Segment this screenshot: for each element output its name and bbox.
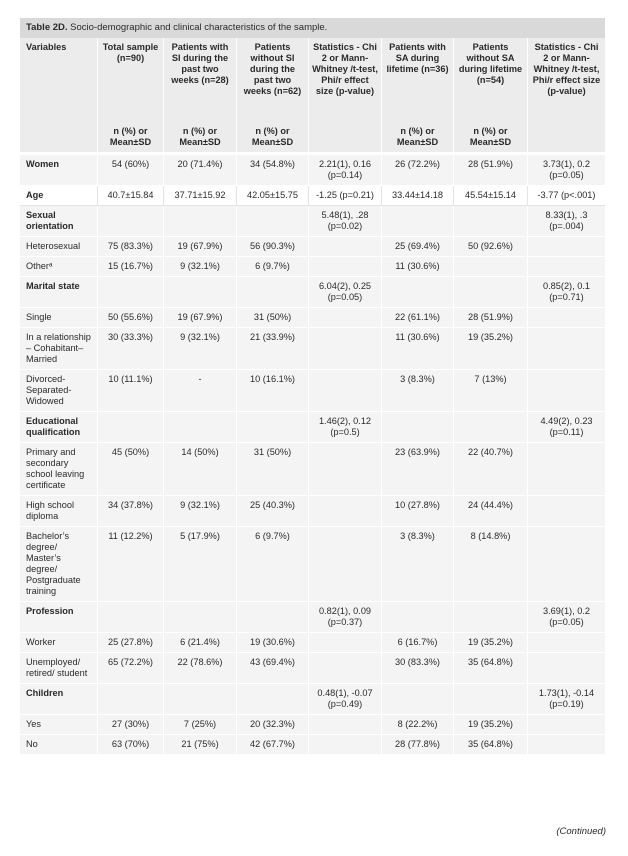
column-header-title: Total sample (n=90) [102,42,159,63]
table-cell [528,370,605,412]
table-cell [164,602,237,633]
table-cell: 14 (50%) [164,443,237,496]
table-row [20,370,605,412]
characteristics-table [20,38,605,755]
table-row [20,653,605,684]
table-cell: 22 (78.6%) [164,653,237,684]
column-header-title: Patients with SA during lifetime (n=36) [386,42,449,74]
column-header-subtitle: n (%) or Mean±SD [469,126,512,147]
table-cell: 1.73(1), -0.14 (p=0.19) [528,684,605,715]
table-cell [528,653,605,684]
table-row [20,308,605,328]
table-cell: 42.05±15.75 [237,186,309,206]
table-cell: 0.85(2), 0.1 (p=0.71) [528,277,605,308]
table-cell [164,206,237,237]
column-header-subtitle: n (%) or Mean±SD [179,126,221,147]
table-cell [237,206,309,237]
table-cell: 8.33(1), .3 (p=.004) [528,206,605,237]
table-cell [237,684,309,715]
row-label: Bachelor’s degree/ Master’s degree/ Postgraduate training [20,527,98,602]
table-cell: 34 (54.8%) [237,155,309,186]
table-cell: 56 (90.3%) [237,237,309,257]
table-cell: 8 (14.8%) [454,527,528,602]
table-cell [528,328,605,370]
table-cell: 5 (17.9%) [164,527,237,602]
table-cell: 11 (30.6%) [382,328,454,370]
table-cell [98,412,164,443]
column-header-subtitle: n (%) or Mean±SD [396,126,439,147]
table-caption-label: Table 2D. [26,22,68,33]
table-cell [528,527,605,602]
table-cell [309,527,382,602]
table-cell: 9 (32.1%) [164,257,237,277]
table-cell: 7 (25%) [164,715,237,735]
row-label: Primary and secondary school leaving certificate [20,443,98,496]
table-cell [309,496,382,527]
table-cell: 6 (16.7%) [382,633,454,653]
table-cell: 28 (77.8%) [382,735,454,755]
table-cell: 19 (35.2%) [454,715,528,735]
table-row [20,257,605,277]
table-cell [309,237,382,257]
table-cell: 31 (50%) [237,308,309,328]
table-cell: 33.44±14.18 [382,186,454,206]
table-cell: 19 (30.6%) [237,633,309,653]
table-cell: 9 (32.1%) [164,328,237,370]
table-row [20,602,605,633]
table-row [20,633,605,653]
table-cell: 8 (22.2%) [382,715,454,735]
column-header-title: Patients without SA during lifetime (n=54) [458,42,523,85]
table-row [20,277,605,308]
row-label: Children [20,684,98,715]
column-header [237,38,309,155]
table-cell: 24 (44.4%) [454,496,528,527]
table-cell: 37.71±15.92 [164,186,237,206]
table-cell: 9 (32.1%) [164,496,237,527]
table-cell: 28 (51.9%) [454,155,528,186]
row-label: Sexual orientation [20,206,98,237]
table-cell: 11 (30.6%) [382,257,454,277]
table-cell [309,308,382,328]
column-header-subtitle: n (%) or Mean±SD [109,126,152,147]
column-header-title: Statistics - Chi 2 or Mann-Whitney /t-test, Phi/r effect size (p-value) [312,42,378,96]
table-cell [454,412,528,443]
table-cell: 27 (30%) [98,715,164,735]
table-cell: 10 (27.8%) [382,496,454,527]
table-cell: 10 (11.1%) [98,370,164,412]
table-cell: 6.04(2), 0.25 (p=0.05) [309,277,382,308]
continued-note: (Continued) [556,826,606,837]
table-cell: 7 (13%) [454,370,528,412]
row-label: Otherᵃ [20,257,98,277]
table-cell: 75 (83.3%) [98,237,164,257]
table-cell: 25 (40.3%) [237,496,309,527]
table-cell [309,715,382,735]
table-cell [382,602,454,633]
table-cell: 2.21(1), 0.16 (p=0.14) [309,155,382,186]
table-cell: 22 (40.7%) [454,443,528,496]
table-row [20,684,605,715]
table-cell [98,277,164,308]
table-cell [309,735,382,755]
table-cell: 21 (75%) [164,735,237,755]
table-cell: 20 (71.4%) [164,155,237,186]
row-label: Yes [20,715,98,735]
table-cell: 19 (67.9%) [164,237,237,257]
table-cell [382,412,454,443]
header-row [20,38,605,155]
row-label: Single [20,308,98,328]
table-cell [164,684,237,715]
column-header [309,38,382,155]
table-header [20,38,605,155]
table-cell: 43 (69.4%) [237,653,309,684]
table-row [20,186,605,206]
table-cell [382,684,454,715]
table-cell: 35 (64.8%) [454,653,528,684]
table-cell: 25 (69.4%) [382,237,454,257]
table-cell: 30 (33.3%) [98,328,164,370]
column-header-title: Variables [26,42,67,52]
table-cell: 45.54±15.14 [454,186,528,206]
table-row [20,735,605,755]
table-cell [454,257,528,277]
table-cell: 4.49(2), 0.23 (p=0.11) [528,412,605,443]
table-cell: 26 (72.2%) [382,155,454,186]
column-header [98,38,164,155]
table-row [20,496,605,527]
column-header-subtitle: n (%) or Mean±SD [251,126,294,147]
table-cell: 3 (8.3%) [382,370,454,412]
row-label: High school diploma [20,496,98,527]
table-cell [528,496,605,527]
table-cell [382,206,454,237]
table-cell [528,237,605,257]
table-cell: 35 (64.8%) [454,735,528,755]
row-label: Divorced- Separated- Widowed [20,370,98,412]
table-row [20,527,605,602]
row-label: No [20,735,98,755]
table-cell: 3 (8.3%) [382,527,454,602]
table-cell [528,633,605,653]
table-cell: 0.48(1), -0.07 (p=0.49) [309,684,382,715]
table-cell [237,412,309,443]
row-label: Heterosexual [20,237,98,257]
table-cell: 1.46(2), 0.12 (p=0.5) [309,412,382,443]
table-cell [98,602,164,633]
table-cell: - [164,370,237,412]
table-cell [454,602,528,633]
column-header [528,38,605,155]
table-cell: 54 (60%) [98,155,164,186]
table-caption [20,18,605,38]
table-cell: 22 (61.1%) [382,308,454,328]
table-cell: 20 (32.3%) [237,715,309,735]
table-cell: 10 (16.1%) [237,370,309,412]
table-cell: 19 (67.9%) [164,308,237,328]
table-cell [454,684,528,715]
table-cell [454,277,528,308]
table-cell: 50 (55.6%) [98,308,164,328]
table-row [20,206,605,237]
table-cell: 42 (67.7%) [237,735,309,755]
table-cell [528,443,605,496]
table-row [20,443,605,496]
table-cell: 34 (37.8%) [98,496,164,527]
table-caption-text: Socio-demographic and clinical characteristics of the sample. [67,22,328,33]
table-cell [237,602,309,633]
table-cell: 30 (83.3%) [382,653,454,684]
table-cell [454,206,528,237]
table-cell [528,308,605,328]
table-cell: 28 (51.9%) [454,308,528,328]
row-label: Profession [20,602,98,633]
row-label: Unemployed/ retired/ student [20,653,98,684]
table-row [20,237,605,257]
table-cell [309,633,382,653]
table-cell: 40.7±15.84 [98,186,164,206]
table-cell: 0.82(1), 0.09 (p=0.37) [309,602,382,633]
table-row [20,412,605,443]
table-cell: 6 (9.7%) [237,527,309,602]
column-header [454,38,528,155]
table-cell [382,277,454,308]
table-cell [309,653,382,684]
table-cell [309,443,382,496]
table-cell: 19 (35.2%) [454,328,528,370]
row-label: Marital state [20,277,98,308]
row-label: Women [20,155,98,186]
table-cell: 23 (63.9%) [382,443,454,496]
table-cell: 31 (50%) [237,443,309,496]
table-cell: -1.25 (p=0.21) [309,186,382,206]
table-cell: 21 (33.9%) [237,328,309,370]
table-cell [98,206,164,237]
table-cell [309,370,382,412]
table-cell: 15 (16.7%) [98,257,164,277]
table-cell: -3.77 (p<.001) [528,186,605,206]
table-cell: 5.48(1), .28 (p=0.02) [309,206,382,237]
table-cell: 6 (9.7%) [237,257,309,277]
table-cell: 19 (35.2%) [454,633,528,653]
column-header [20,38,98,155]
table-cell: 63 (70%) [98,735,164,755]
table-cell: 6 (21.4%) [164,633,237,653]
table-row [20,715,605,735]
column-header [382,38,454,155]
column-header-title: Patients without SI during the past two weeks (n=62) [243,42,302,96]
table-cell [164,412,237,443]
row-label: Age [20,186,98,206]
table-cell [528,735,605,755]
table-cell [309,328,382,370]
column-header [164,38,237,155]
table-cell: 65 (72.2%) [98,653,164,684]
table-row [20,155,605,186]
table-cell: 25 (27.8%) [98,633,164,653]
row-label: In a relationship – Cohabitant– Married [20,328,98,370]
column-header-title: Patients with SI during the past two weeks (n=28) [171,42,229,85]
table-body [20,155,605,755]
table-cell [164,277,237,308]
table-cell: 3.69(1), 0.2 (p=0.05) [528,602,605,633]
table-cell [98,684,164,715]
table-cell: 3.73(1), 0.2 (p=0.05) [528,155,605,186]
table-cell: 50 (92.6%) [454,237,528,257]
row-label: Educational qualification [20,412,98,443]
table-container [20,18,605,755]
table-cell: 11 (12.2%) [98,527,164,602]
column-header-title: Statistics - Chi 2 or Mann-Whitney /t-test, Phi/r effect size (p-value) [532,42,601,96]
table-cell [237,277,309,308]
table-cell [309,257,382,277]
row-label: Worker [20,633,98,653]
table-cell: 45 (50%) [98,443,164,496]
table-cell [528,715,605,735]
table-row [20,328,605,370]
table-cell [528,257,605,277]
